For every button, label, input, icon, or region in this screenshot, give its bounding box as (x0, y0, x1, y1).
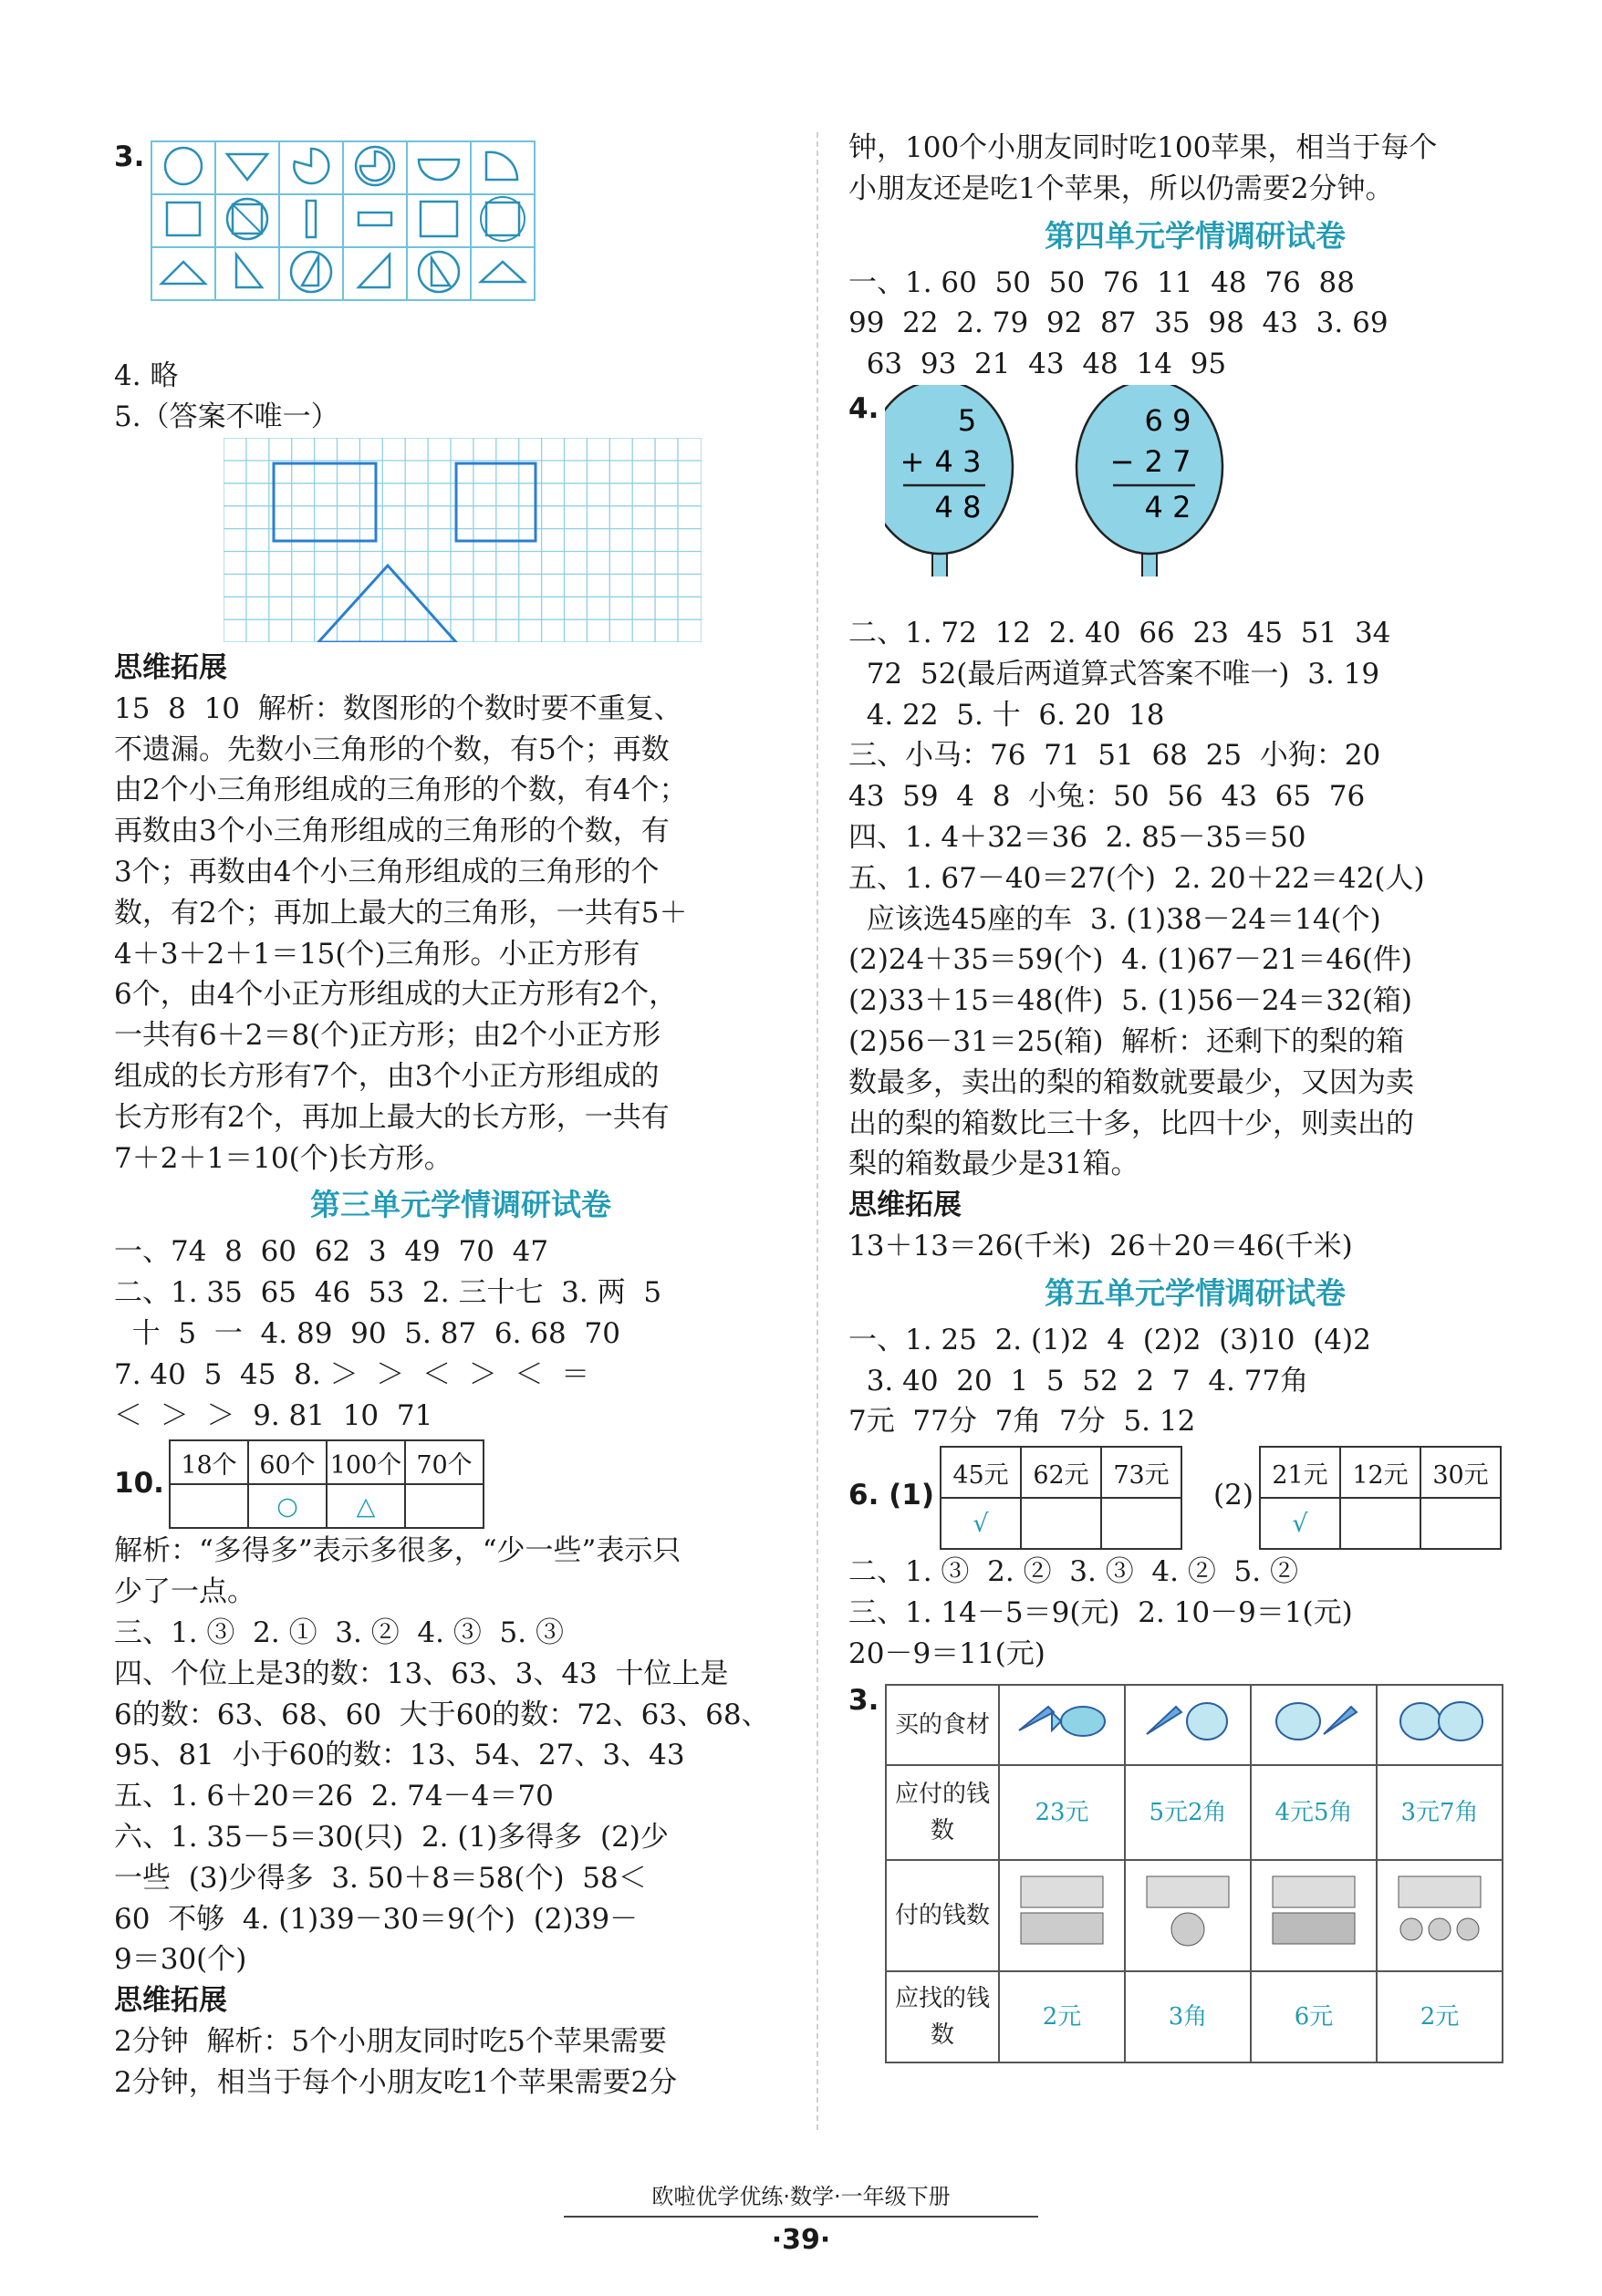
unit3-line: 四、个位上是3的数：13、63、3、43 十位上是 (114, 1657, 729, 1690)
pay-header-paid: 付的钱数 (886, 1860, 999, 1971)
unit3-line: 少了一点。 (114, 1575, 255, 1609)
q3-pay-block (848, 1675, 1542, 2058)
unit5-line: 20－9＝11(元) (848, 1636, 1045, 1670)
due-4: 3元7角 (1377, 1765, 1503, 1860)
unit3-line: 三、1. ③ 2. ① 3. ② 4. ③ 5. ③ (114, 1616, 564, 1649)
unit5-part-a (848, 1320, 1542, 1442)
unit5-line: 一、1. 25 2. (1)2 4 (2)2 (3)10 (4)2 (848, 1323, 1371, 1356)
unit3-line: 一些 (3)少得多 3. 50＋8＝58(个) 58＜ (114, 1861, 647, 1895)
unit4-line: 应该选45座的车 3. (1)38－24＝14(个) (848, 902, 1381, 936)
q6-price-cell: 12元 (1340, 1447, 1420, 1498)
continued-line: 钟，100个小朋友同时吃100苹果，相当于每个 (848, 131, 1438, 164)
q10-mark-cell: ○ (248, 1484, 327, 1528)
q5-line: 5.（答案不唯一） (114, 400, 339, 433)
tree-2 (1077, 385, 1222, 577)
think1-line: 不遗漏。先数小三角形的个数，有5个；再数 (114, 732, 670, 766)
q6-check-cell (1101, 1498, 1181, 1549)
q10-mark-cell: △ (327, 1484, 405, 1528)
think1-line: 4＋3＋2＋1＝15(个)三角形。小正方形有 (114, 937, 640, 971)
tree-1 (885, 385, 1013, 577)
unit4-part-a (848, 263, 1542, 385)
unit4-line: 63 93 21 43 48 14 95 (848, 348, 1227, 381)
items-two-cabbages (1377, 1685, 1503, 1765)
q4-line: 4. 略 (114, 359, 179, 392)
items-fish-carrot (999, 1685, 1125, 1765)
q6-price-cell: 30元 (1420, 1447, 1501, 1498)
think2-text (114, 2021, 807, 2104)
unit4-line: 梨的箱数最少是31箱。 (848, 1148, 1139, 1181)
q6-label: 6. (1) (848, 1479, 935, 1512)
unit4-line: (2)33＋15＝48(件) 5. (1)56－24＝32(箱) (848, 984, 1413, 1018)
paid-money-1 (999, 1860, 1125, 1971)
column-divider (817, 132, 818, 2130)
think1-text (114, 689, 807, 1179)
think1-heading: 思维拓展 (114, 651, 227, 684)
q6-block (848, 1442, 1542, 1552)
think3-line: 13＋13＝26(千米) 26＋20＝46(千米) (848, 1229, 1353, 1262)
unit5-line: 三、1. 14－5＝9(元) 2. 10－9＝1(元) (848, 1595, 1353, 1629)
q10-mark-cell (170, 1484, 248, 1528)
change-1: 2元 (999, 1971, 1125, 2062)
pay-header-items: 买的食材 (886, 1685, 999, 1765)
unit4-line: 二、1. 72 12 2. 40 66 23 45 51 34 (848, 616, 1391, 649)
square-grid-drawing (224, 438, 702, 642)
items-carrot-cabbage (1125, 1685, 1251, 1765)
change-3: 6元 (1251, 1971, 1377, 2062)
page-number: ·39· (771, 2224, 831, 2256)
change-4: 2元 (1377, 1971, 1503, 2062)
unit5-part-b (848, 1552, 1542, 1674)
change-2: 3角 (1125, 1971, 1251, 2062)
pay-header-due: 应付的钱数 (886, 1765, 999, 1860)
tree2-result: 4 2 (1144, 489, 1191, 525)
unit5-title: 第五单元学情调研试卷 (1045, 1274, 1346, 1311)
left-column (114, 128, 807, 2104)
think1-line: 长方形有2个，再加上最大的长方形，一共有 (114, 1100, 670, 1134)
q6-check-cell (1420, 1498, 1501, 1549)
unit4-line: 四、1. 4＋32＝36 2. 85－35＝50 (848, 820, 1306, 854)
q5-grid-block (114, 438, 807, 648)
paid-money-2 (1125, 1860, 1251, 1971)
unit3-line: 十 5 一 4. 89 90 5. 87 6. 68 70 (114, 1316, 620, 1350)
q6-table-1 (940, 1446, 1182, 1550)
think1-line: 组成的长方形有7个，由3个小正方形组成的 (114, 1059, 660, 1093)
q6-price-cell: 73元 (1101, 1447, 1181, 1498)
unit3-line: 9＝30(个) (114, 1943, 247, 1977)
q6-table-2 (1259, 1446, 1502, 1550)
q3-block (114, 128, 807, 356)
unit3-line: 6的数：63、68、60 大于60的数：72、63、68、 (114, 1698, 770, 1731)
think1-line: 7＋2＋1＝10(个)长方形。 (114, 1141, 453, 1175)
unit3-line: ＜ ＞ ＞ 9. 81 10 71 (114, 1398, 433, 1432)
q6-check-cell: √ (1260, 1498, 1340, 1549)
think1-line: 6个，由4个小正方形组成的大正方形有2个， (114, 978, 678, 1012)
unit4-title: 第四单元学情调研试卷 (1045, 217, 1346, 254)
q10-table (169, 1439, 484, 1529)
right-column (848, 128, 1542, 2058)
unit4-line: 72 52(最后两道算式答案不唯一) 3. 19 (848, 657, 1380, 691)
q4-label: 4. (848, 391, 879, 425)
think2-heading: 思维拓展 (114, 1984, 227, 2018)
q3-label: 3. (114, 140, 145, 173)
q6-label-2: (2) (1213, 1479, 1254, 1512)
q6-price-cell: 45元 (941, 1447, 1021, 1498)
tree2-top: 6 9 (1144, 402, 1191, 438)
q10-header-cell: 70个 (405, 1440, 484, 1484)
unit5-line: 3. 40 20 1 5 52 2 7 4. 77角 (848, 1364, 1309, 1397)
q6-check-cell: √ (941, 1498, 1021, 1549)
think1-line: 一共有6＋2＝8(个)正方形；由2个小正方形 (114, 1019, 661, 1053)
unit4-line: (2)24＋35＝59(个) 4. (1)67－21＝46(件) (848, 943, 1413, 977)
tree1-top: 5 (957, 402, 977, 438)
paid-money-3 (1251, 1860, 1377, 1971)
unit3-line: 60 不够 4. (1)39－30＝9(个) (2)39－ (114, 1902, 639, 1936)
unit4-line: (2)56－31＝25(箱) 解析：还剩下的梨的箱 (848, 1024, 1405, 1058)
tree1-mid: 4 3 (934, 443, 982, 479)
q6-price-cell: 21元 (1260, 1447, 1340, 1498)
unit4-line: 三、小马：76 71 51 68 25 小狗：20 (848, 739, 1381, 773)
footer-rule (564, 2216, 1038, 2218)
unit3-line: 五、1. 6＋20＝26 2. 74－4＝70 (114, 1780, 554, 1813)
think1-line: 再数由3个小三角形组成的三角形的个数，有 (114, 815, 670, 848)
unit4-part-b (848, 613, 1542, 1185)
think2-line: 2分钟 解析：5个小朋友同时吃5个苹果需要 (114, 2024, 667, 2058)
q10-header-cell: 18个 (170, 1440, 248, 1484)
q10-header-cell: 100个 (327, 1440, 405, 1484)
unit5-line: 二、1. ③ 2. ② 3. ③ 4. ② 5. ② (848, 1555, 1298, 1589)
unit3-part-a (114, 1231, 807, 1436)
continued-line: 小朋友还是吃1个苹果，所以仍需要2分钟。 (848, 171, 1394, 205)
book-title: 欧啦优学优练·数学·一年级下册 (651, 2184, 951, 2209)
unit4-line: 出的梨的箱数比三十多，比四十少，则卖出的 (848, 1106, 1414, 1140)
pay-header-change: 应找的钱数 (886, 1971, 999, 2062)
q4-trees-block (848, 385, 1542, 613)
payment-table (885, 1684, 1503, 2063)
think1-line: 15 8 10 解析：数图形的个数时要不重复、 (114, 691, 682, 725)
unit4-line: 数最多，卖出的梨的箱数就要最少，又因为卖 (848, 1065, 1414, 1099)
unit4-line: 43 59 4 8 小兔：50 56 43 65 76 (848, 780, 1366, 814)
unit3-line: 六、1. 35－5＝30(只) 2. (1)多得多 (2)少 (114, 1820, 669, 1854)
due-1: 23元 (999, 1765, 1125, 1860)
q10-mark-cell (405, 1484, 484, 1528)
unit3-line: 95、81 小于60的数：13、54、27、3、43 (114, 1739, 685, 1772)
unit4-line: 五、1. 67－40＝27(个) 2. 20＋22＝42(人) (848, 861, 1425, 895)
due-3: 4元5角 (1251, 1765, 1377, 1860)
footer-book-title (0, 2178, 1602, 2218)
shape-grid (151, 140, 536, 301)
q10-header-cell: 60个 (248, 1440, 327, 1484)
think1-line: 数，有2个；再加上最大的三角形，一共有5＋ (114, 896, 688, 930)
items-cabbage-carrot (1251, 1685, 1377, 1765)
unit3-title: 第三单元学情调研试卷 (310, 1187, 611, 1223)
q6-check-cell (1021, 1498, 1101, 1549)
think1-line: 由2个小三角形组成的三角形的个数，有4个； (114, 774, 688, 807)
unit3-line: 二、1. 35 65 46 53 2. 三十七 3. 两 5 (114, 1276, 662, 1310)
tree-calculations (885, 385, 1250, 613)
q6-price-cell: 62元 (1021, 1447, 1101, 1498)
unit4-line: 99 22 2. 79 92 87 35 98 43 3. 69 (848, 306, 1389, 340)
tree1-op: + (900, 443, 925, 479)
tree2-mid: 2 7 (1144, 443, 1191, 479)
unit3-part-b (114, 1531, 807, 1980)
unit4-line: 4. 22 5. 十 6. 20 18 (848, 698, 1165, 732)
unit3-line: 7. 40 5 45 8. ＞ ＞ ＜ ＞ ＜ ＝ (114, 1357, 590, 1391)
unit4-line: 一、1. 60 50 50 76 11 48 76 88 (848, 265, 1355, 299)
think1-line: 3个；再数由4个小三角形组成的三角形的个 (114, 855, 660, 888)
paid-money-4 (1377, 1860, 1503, 1971)
tree2-op: − (1109, 443, 1135, 479)
q10-block (114, 1436, 807, 1531)
unit3-line: 一、74 8 60 62 3 49 70 47 (114, 1235, 549, 1269)
q3-pay-label: 3. (848, 1683, 879, 1717)
think3-heading: 思维拓展 (848, 1189, 962, 1222)
q10-label: 10. (114, 1467, 164, 1501)
unit3-line: 解析：“多得多”表示多很多，“少一些”表示只 (114, 1534, 681, 1568)
unit5-line: 7元 77分 7角 7分 5. 12 (848, 1405, 1196, 1439)
continued-text (848, 128, 1542, 210)
q6-check-cell (1340, 1498, 1420, 1549)
due-2: 5元2角 (1125, 1765, 1251, 1860)
think2-line: 2分钟，相当于每个小朋友吃1个苹果需要2分 (114, 2065, 678, 2099)
tree1-result: 4 8 (934, 489, 982, 525)
